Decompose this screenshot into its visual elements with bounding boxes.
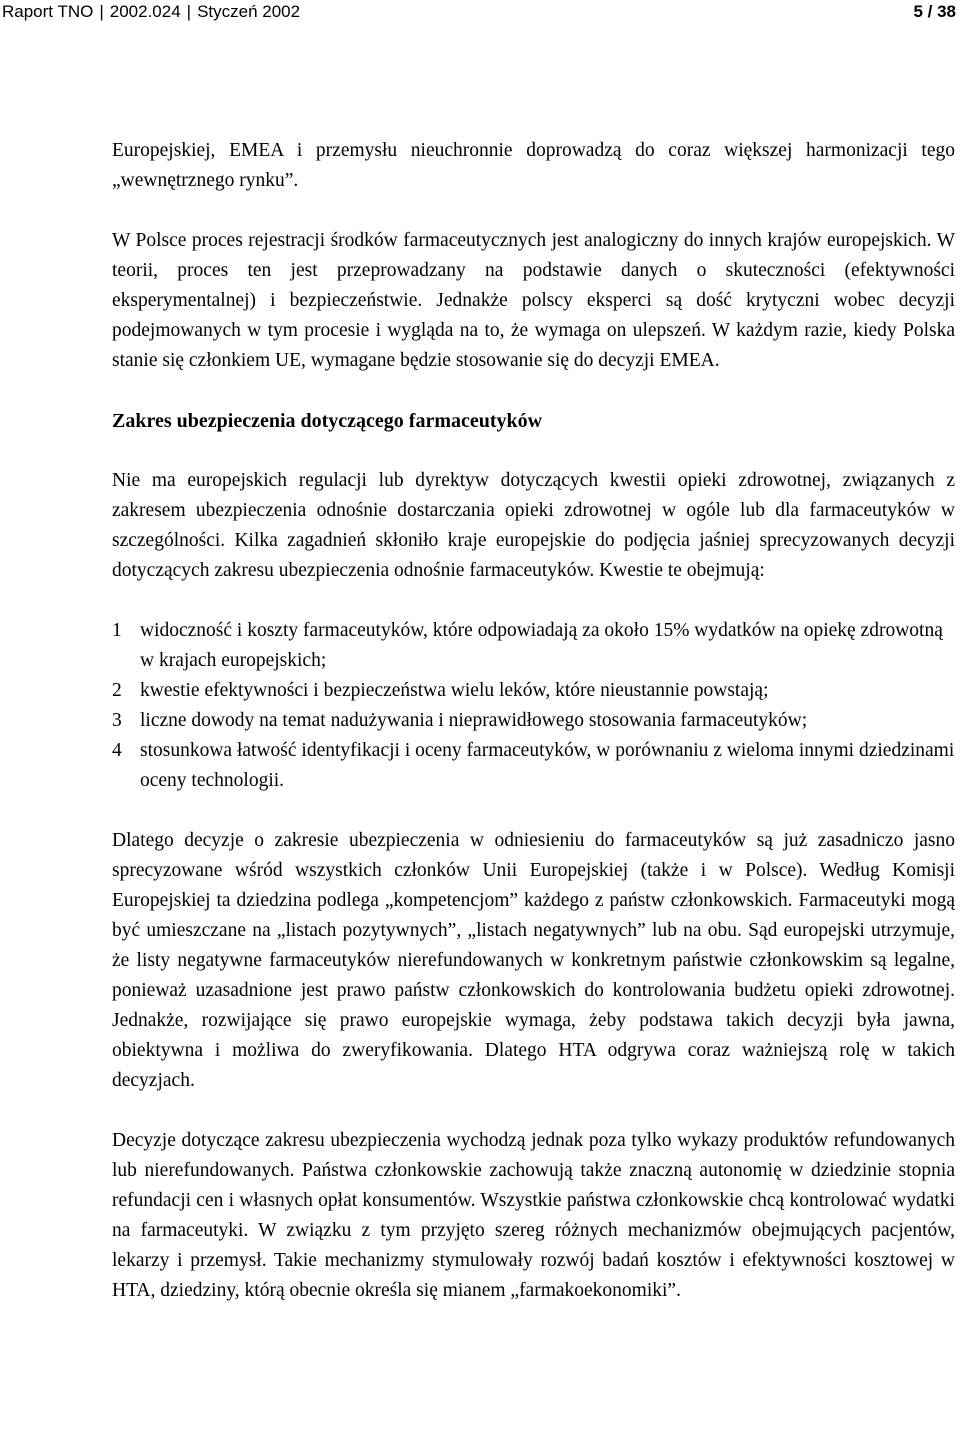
page-number: 5 / 38 — [913, 2, 956, 21]
document-body — [112, 136, 955, 1306]
list-number: 3 — [112, 710, 122, 731]
header-separator: | — [186, 2, 192, 21]
paragraph: Dlatego decyzje o zakresie ubezpieczenia w odniesieniu do farmaceutyków są już zasadniczo jasno sprecyzowane wśród wszystkich członków Unii Europejskiej (także i w Polsce). Według Komisji Europejskiej ta dziedzina podlega „kompetencjom” każdego z państw członkowskich. Farmaceutyki mogą być umieszczane na „listach pozytywnych”, „listach negatywnych” lub na obu. Sąd europejski utrzymuje, że listy negatywne farmaceutyków nierefundowanych w konkretnym państwie członkowskim są legalne, ponieważ uzasadnione jest prawo państw członkowskich do kontrolowania budżetu opieki zdrowotnej. Jednakże, rozwijające się prawo europejskie wymaga, żeby podstawa takich decyzji była jawna, obiektywna i możliwa do zweryfikowania. Dlatego HTA odgrywa coraz ważniejszą rolę w takich decyzjach. — [112, 830, 955, 1091]
list-item — [112, 706, 955, 736]
paragraph: W Polsce proces rejestracji środków farmaceutycznych jest analogiczny do innych krajów europejskich. W teorii, proces ten jest przeprowadzany na podstawie danych o skuteczności (efektywności eksperymentalnej) i bezpieczeństwie. Jednakże polscy eksperci są dość krytyczni wobec decyzji podejmowanych w tym procesie i wygląda na to, że wymaga on ulepszeń. W każdym razie, kiedy Polska stanie się członkiem UE, wymagane będzie stosowanie się do decyzji EMEA. — [112, 230, 955, 371]
spacer — [112, 436, 955, 466]
list-number: 1 — [112, 620, 122, 641]
spacer — [112, 586, 955, 616]
header-left — [2, 0, 300, 24]
report-date: Styczeń 2002 — [197, 2, 301, 21]
page-header — [0, 0, 960, 28]
list-text: widoczność i koszty farmaceutyków, które odpowiadają za około 15% wydatków na opiekę zdrowotną w krajach europejskich; — [140, 620, 943, 671]
list-text: kwestie efektywności i bezpieczeństwa wielu leków, które nieustannie powstają; — [140, 680, 769, 701]
list-text: liczne dowody na temat nadużywania i nieprawidłowego stosowania farmaceutyków; — [140, 710, 808, 731]
header-separator: | — [99, 2, 104, 21]
list-text: stosunkowa łatwość identyfikacji i oceny farmaceutyków, w porównaniu z wieloma innymi dziedzinami oceny technologii. — [140, 740, 955, 791]
list-number: 2 — [112, 680, 122, 701]
section-heading: Zakres ubezpieczenia dotyczącego farmaceutyków — [112, 410, 543, 432]
spacer — [112, 796, 955, 826]
paragraph: Europejskiej, EMEA i przemysłu nieuchronnie doprowadzą do coraz większej harmonizacji tego „wewnętrznego rynku”. — [112, 140, 955, 191]
spacer — [112, 1096, 955, 1126]
numbered-list — [112, 616, 955, 796]
spacer — [112, 196, 955, 226]
report-number: 2002.024 — [109, 2, 181, 21]
paragraph: Decyzje dotyczące zakresu ubezpieczenia wychodzą jednak poza tylko wykazy produktów refundowanych lub nierefundowanych. Państwa członkowskie zachowują także znaczną autonomię w dziedzinie stopnia refundacji cen i własnych opłat konsumentów. Wszystkie państwa członkowskie chcą kontrolować wydatki na farmaceutyki. W związku z tym przyjęto szereg różnych mechanizmów obejmujących pacjentów, lekarzy i przemysł. Takie mechanizmy stymulowały rozwój badań kosztów i efektywności kosztowej w HTA, dziedziny, którą obecnie określa się mianem „farmakoekonomiki”. — [112, 1130, 955, 1301]
paragraph: Nie ma europejskich regulacji lub dyrektyw dotyczących kwestii opieki zdrowotnej, związanych z zakresem ubezpieczenia odnośnie dostarczania opieki zdrowotnej w ogóle lub dla farmaceutyków w szczególności. Kilka zagadnień skłoniło kraje europejskie do podjęcia jaśniej sprecyzowanych decyzji dotyczących zakresu ubezpieczenia odnośnie farmaceutyków. Kwestie te obejmują: — [112, 470, 955, 581]
list-item — [112, 736, 955, 796]
report-title: Raport TNO — [2, 2, 94, 21]
spacer — [112, 376, 955, 406]
list-item — [112, 676, 955, 706]
list-item — [112, 616, 955, 676]
list-number: 4 — [112, 740, 122, 761]
